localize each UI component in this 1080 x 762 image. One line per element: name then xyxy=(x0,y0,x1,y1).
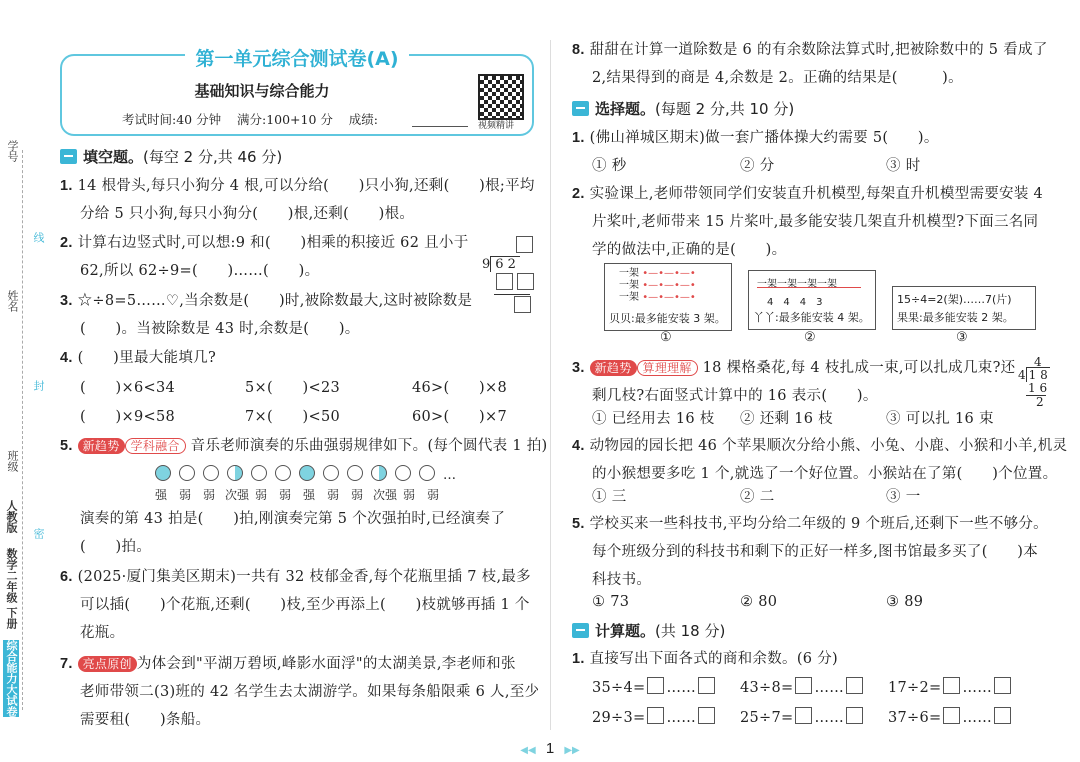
answer-box[interactable] xyxy=(943,677,960,694)
option[interactable]: ① 73 xyxy=(592,594,630,610)
answer-box[interactable] xyxy=(994,707,1011,724)
seal-mark: 封 xyxy=(32,380,45,391)
question-text: 演奏的第 43 拍是( )拍,刚演奏完第 5 个次强拍时,已经演奏了 xyxy=(80,511,506,527)
cut-line xyxy=(22,150,23,710)
option[interactable]: ③ 时 xyxy=(886,158,921,174)
beat-circle-weak-icon xyxy=(419,465,435,481)
section-fill-blank xyxy=(60,146,282,167)
qr-label: 视频精讲 xyxy=(478,121,515,131)
beat-circle-strong-icon xyxy=(299,465,315,481)
answer-box[interactable] xyxy=(994,677,1011,694)
choice-2: 2. 实验课上,老师带领同学们安装直升机模型,每架直升机模型需要安装 4 片桨叶,老师带来 15 片桨叶,最多能安装几架直升机模型?下面三名同 学的做法中,正确的是( )。 xyxy=(572,180,1043,264)
option[interactable]: ③ 可以扎 16 束 xyxy=(886,411,994,427)
section-badge-icon xyxy=(572,101,589,116)
section-calculation xyxy=(572,620,725,641)
option[interactable]: ① 三 xyxy=(592,489,627,505)
question-text: 分给 5 只小狗,每只小狗分( )根,还剩( )根。 xyxy=(80,206,415,222)
answer-box[interactable] xyxy=(514,296,531,313)
question-text: 2,结果得到的商是 4,余数是 2。正确的结果是( )。 xyxy=(592,70,963,86)
option[interactable]: ② 二 xyxy=(740,489,775,505)
method-picture-1: 一架 •—•—•—• 一架 •—•—•—• 一架 •—•—•—• 贝贝:最多能安装 3 架。 xyxy=(604,263,732,331)
next-arrows-icon: ▶▶ xyxy=(564,745,580,756)
answer-box[interactable] xyxy=(846,677,863,694)
question-text: 实验课上,老师带领同学们安装直升机模型,每架直升机模型需要安装 4 xyxy=(589,186,1044,202)
section-title: 计算题。 xyxy=(595,622,656,640)
section-choice xyxy=(572,98,794,119)
option[interactable]: ② 80 xyxy=(740,594,778,610)
question-text: 片桨叶,老师带来 15 片桨叶,最多能安装几架直升机模型?下面三名同 xyxy=(592,214,1039,230)
trend-tag: 新趋势 xyxy=(78,438,125,454)
answer-box[interactable] xyxy=(517,273,534,290)
picture-mark[interactable]: ② xyxy=(804,330,816,345)
option[interactable]: ① 秒 xyxy=(592,158,627,174)
beat-circle-strong-icon xyxy=(155,465,171,481)
picture-mark[interactable]: ③ xyxy=(956,330,968,345)
vertical-division-q2: 9 6 2 xyxy=(482,236,536,315)
question-7: 7. 亮点原创 为体会到"平湖万碧顷,峰影水面浮"的太湖美景,李老师和张 老师带领二(3)班的 42 名学生去太湖游学。如果每条船限乘 6 人,至少 需要租( )条船。 xyxy=(60,650,539,734)
brand-label: 综合能力大试卷 xyxy=(5,640,18,717)
section-badge-icon xyxy=(60,149,77,164)
question-text: 62,所以 62÷9=( )……( )。 xyxy=(80,263,320,279)
option[interactable]: ③ 一 xyxy=(886,489,921,505)
answer-box[interactable] xyxy=(496,273,513,290)
question-8: 8. 甜甜在计算一道除数是 6 的有余数除法算式时,把被除数中的 5 看成了 2,结果得到的商是 4,余数是 2。正确的结果是( )。 xyxy=(572,36,1048,92)
question-4: 4. ( )里最大能填几? xyxy=(60,350,217,366)
question-5: 5. 新趋势 学科融合 音乐老师演奏的乐曲强弱规律如下。(每个圆代表 1 拍) xyxy=(60,438,548,454)
question-1: 1. 14 根骨头,每只小狗分 4 根,可以分给( )只小狗,还剩( )根;平均 分给 5 只小狗,每只小狗分( )根,还剩( )根。 xyxy=(60,172,535,228)
page-number: 1 xyxy=(545,740,555,757)
section-note: (每空 2 分,共 46 分) xyxy=(143,148,283,166)
section-note: (每题 2 分,共 10 分) xyxy=(655,100,795,118)
line-mark: 线 xyxy=(32,232,45,243)
answer-box[interactable] xyxy=(846,707,863,724)
question-text: (2025·厦门集美区期末)一共有 32 枝郁金香,每个花瓶里插 7 枝,最多 xyxy=(77,569,531,585)
beat-circle-weak-icon xyxy=(347,465,363,481)
picture-mark[interactable]: ① xyxy=(660,330,672,345)
binding-strip xyxy=(0,0,48,762)
answer-box[interactable] xyxy=(647,707,664,724)
secret-mark: 密 xyxy=(32,528,45,539)
answer-box[interactable] xyxy=(698,677,715,694)
choice-5: 5. 学校买来一些科技书,平均分给二年级的 9 个班后,还剩下一些不够分。 每个班级分到的科技书和剩下的正好一样多,图书馆最多买了( )本 科技书。 xyxy=(572,510,1048,594)
answer-box[interactable] xyxy=(943,707,960,724)
score-blank[interactable] xyxy=(412,126,468,127)
question-text: ☆÷8=5……♡,当余数是( )时,被除数最大,这时被除数是 xyxy=(77,293,473,309)
question-text: 学的做法中,正确的是( )。 xyxy=(592,242,787,258)
section-note: (共 18 分) xyxy=(655,622,726,640)
beat-circle-weak-icon xyxy=(251,465,267,481)
option[interactable]: ① 已经用去 16 枝 xyxy=(592,411,715,427)
question-text: 甜甜在计算一道除数是 6 的有余数除法算式时,把被除数中的 5 看成了 xyxy=(589,42,1048,58)
answer-box[interactable] xyxy=(647,677,664,694)
question-text: ( )拍。 xyxy=(80,539,152,555)
question-text: 动物园的园长把 46 个苹果顺次分给小熊、小兔、小鹿、小猴和小羊,机灵 xyxy=(589,438,1068,454)
question-3: 3. ☆÷8=5……♡,当余数是( )时,被除数最大,这时被除数是 ( )。当被除数是 43 时,余数是( )。 xyxy=(60,287,472,343)
answer-box[interactable] xyxy=(516,236,533,253)
exam-title-wrap xyxy=(62,44,532,71)
beat-circle-half-icon xyxy=(371,465,387,481)
question-text: (佛山禅城区期末)做一套广播体操大约需要 5( )。 xyxy=(589,130,939,146)
beat-circle-weak-icon xyxy=(395,465,411,481)
question-text: 剩几枝?右面竖式计算中的 16 表示( )。 xyxy=(592,388,878,404)
section-title: 填空题。 xyxy=(83,148,144,166)
exam-subtitle: 基础知识与综合能力 xyxy=(194,82,330,100)
calc-1: 1. 直接写出下面各式的商和余数。(6 分) xyxy=(572,651,838,667)
question-text: 音乐老师演奏的乐曲强弱规律如下。(每个圆代表 1 拍) xyxy=(190,438,548,454)
qr-code-icon[interactable] xyxy=(478,74,524,120)
beat-circle-weak-icon xyxy=(275,465,291,481)
original-tag: 亮点原创 xyxy=(78,656,137,672)
option[interactable]: ② 分 xyxy=(740,158,775,174)
question-text: ( )里最大能填几? xyxy=(77,350,217,366)
beat-labels: 强 弱 弱 次强 弱 弱 强 弱 弱 次强 弱 弱 xyxy=(155,488,440,502)
question-text: ( )。当被除数是 43 时,余数是( )。 xyxy=(80,321,360,337)
prev-arrows-icon: ◀◀ xyxy=(520,745,536,756)
trend-tag: 新趋势 xyxy=(590,360,637,376)
question-text: 为体会到"平湖万碧顷,峰影水面浮"的太湖美景,李老师和张 xyxy=(136,656,516,672)
page-footer xyxy=(510,740,590,757)
question-text: 14 根骨头,每只小狗分 4 根,可以分给( )只小狗,还剩( )根;平均 xyxy=(77,178,535,194)
answer-box[interactable] xyxy=(795,707,812,724)
question-6: 6. (2025·厦门集美区期末)一共有 32 枝郁金香,每个花瓶里插 7 枝,最多 可以插( )个花瓶,还剩( )枝,至少再添上( )枝就够再插 1 个 花瓶。 xyxy=(60,563,531,647)
edition-label: 人教版 xyxy=(5,500,18,533)
answer-box[interactable] xyxy=(795,677,812,694)
choice-3: 3. 新趋势 算理理解 18 棵格桑花,每 4 枝扎成一束,可以扎成几束?还 剩几枝?右面竖式计算中的 16 表示( )。 xyxy=(572,354,1015,410)
beat-circle-weak-icon xyxy=(179,465,195,481)
grade-label: 数学二年级 下册 xyxy=(5,548,18,629)
exam-header xyxy=(60,48,534,136)
question-text: 直接写出下面各式的商和余数。(6 分) xyxy=(589,651,838,667)
option[interactable]: ② 还剩 16 枝 xyxy=(740,411,833,427)
beat-circle-half-icon xyxy=(227,465,243,481)
question-text: 的小猴想要多吃 1 个,就选了一个好位置。小猴站在了第( )个位置。 xyxy=(592,466,1058,482)
choice-1: 1. (佛山禅城区期末)做一套广播体操大约需要 5( )。 xyxy=(572,130,939,146)
section-title: 选择题。 xyxy=(595,100,656,118)
question-text: 18 棵格桑花,每 4 枝扎成一束,可以扎成几束?还 xyxy=(702,360,1016,376)
question-text: 每个班级分到的科技书和剩下的正好一样多,图书馆最多买了( )本 xyxy=(592,544,1039,560)
class-label: 班级 xyxy=(6,450,19,472)
answer-box[interactable] xyxy=(698,707,715,724)
question-text: 科技书。 xyxy=(592,572,652,588)
section-badge-icon xyxy=(572,623,589,638)
question-text: 需要租( )条船。 xyxy=(80,712,211,728)
method-picture-2: 一架一架一架一架 4 4 4 3 丫丫:最多能安装 4 架。 xyxy=(748,270,876,330)
question-text: 计算右边竖式时,可以想:9 和( )相乘的积接近 62 且小于 xyxy=(77,235,469,251)
beat-circle-weak-icon xyxy=(323,465,339,481)
question-text: 学校买来一些科技书,平均分给二年级的 9 个班后,还剩下一些不够分。 xyxy=(589,516,1048,532)
vertical-division-c3: 4 4 1 8 1 6 2 xyxy=(1018,355,1048,409)
question-text: 老师带领二(3)班的 42 名学生去太湖游学。如果每条船限乘 6 人,至少 xyxy=(80,684,540,700)
question-text: 花瓶。 xyxy=(80,625,125,641)
method-picture-3: 15÷4=2(架)……7(片) 果果:最多能安装 2 架。 xyxy=(892,286,1036,330)
student-id-label: 学号 xyxy=(6,140,19,162)
choice-4: 4. 动物园的园长把 46 个苹果顺次分给小熊、小兔、小鹿、小猴和小羊,机灵 的小猴想要多吃 1 个,就选了一个好位置。小猴站在了第( )个位置。 xyxy=(572,432,1067,488)
beat-circle-weak-icon xyxy=(203,465,219,481)
question-text: 可以插( )个花瓶,还剩( )枝,至少再添上( )枝就够再插 1 个 xyxy=(80,597,530,613)
exam-title: 第一单元综合测试卷(A) xyxy=(185,48,408,70)
page-divider xyxy=(550,40,551,730)
exam-meta: 考试时间:40 分钟 满分:100+10 分 成绩: xyxy=(122,112,379,127)
topic-tag: 算理理解 xyxy=(637,360,698,376)
name-label: 姓名 xyxy=(6,290,19,312)
option[interactable]: ③ 89 xyxy=(886,594,924,610)
beat-circles: … xyxy=(155,464,456,483)
question-5-body xyxy=(80,505,505,561)
question-2: 2. 计算右边竖式时,可以想:9 和( )相乘的积接近 62 且小于 62,所以 62÷9=( )……( )。 xyxy=(60,229,469,285)
topic-tag: 学科融合 xyxy=(125,438,186,454)
